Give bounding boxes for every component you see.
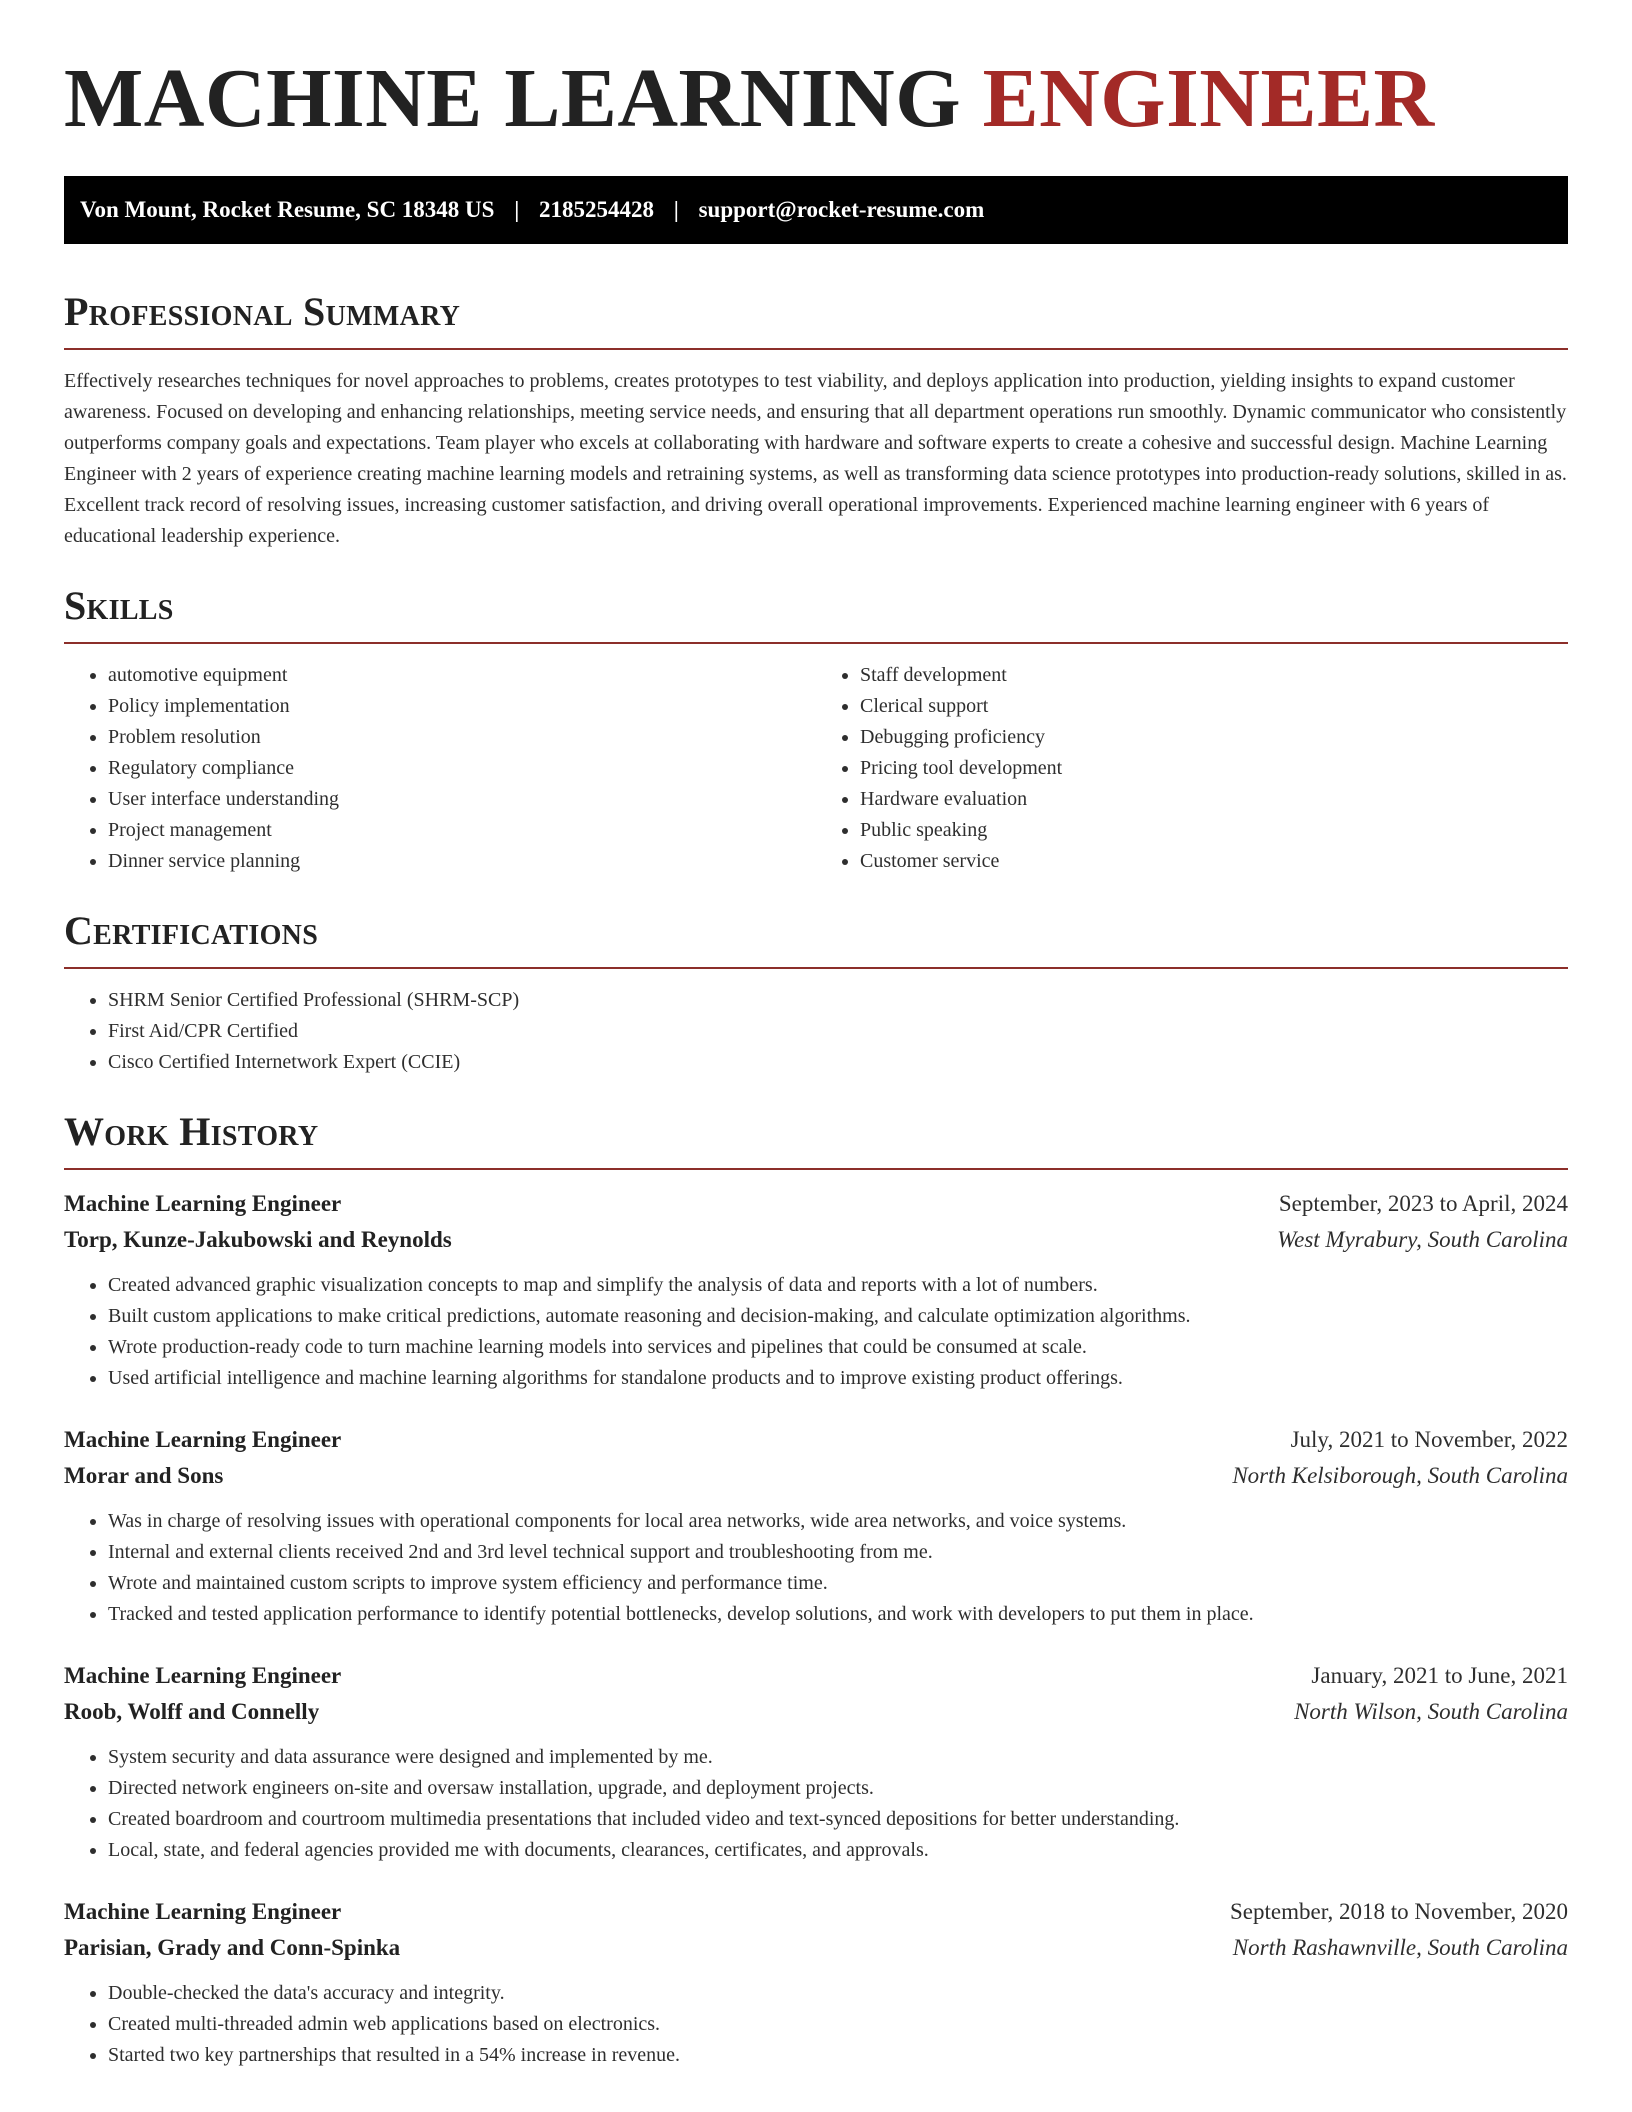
title-accent: ENGINEER: [982, 52, 1435, 145]
job-header-row: [64, 1186, 1568, 1222]
summary-heading: Professional Summary: [64, 289, 461, 334]
skill-item: • Policy implementation: [108, 691, 816, 722]
skill-item: • Problem resolution: [108, 722, 816, 753]
job-title: Machine Learning Engineer: [64, 1427, 342, 1452]
job-bullets: [64, 1742, 1568, 1866]
job-header-row: [64, 1658, 1568, 1694]
section-divider: [64, 348, 1568, 350]
skills-list-right: [816, 660, 1568, 877]
contact-phone: 2185254428: [539, 197, 655, 222]
job-location: North Rashawnville, South Carolina: [1232, 1935, 1568, 1960]
job-company: Roob, Wolff and Connelly: [64, 1699, 320, 1724]
certification-item: • SHRM Senior Certified Professional (SHRM-SCP): [108, 985, 1568, 1016]
job-company: Parisian, Grady and Conn-Spinka: [64, 1935, 401, 1960]
contact-address: Von Mount, Rocket Resume, SC 18348 US: [80, 197, 495, 222]
skills-heading: Skills: [64, 583, 174, 628]
job-bullet: • Local, state, and federal agencies provided me with documents, clearances, certificates, and approvals.: [108, 1835, 1568, 1866]
job-company-row: [64, 1930, 1568, 1966]
skill-item: • User interface understanding: [108, 784, 816, 815]
skill-item: • Customer service: [860, 846, 1568, 877]
work-history-section: [64, 1108, 1568, 2071]
job-bullet: • System security and data assurance were designed and implemented by me.: [108, 1742, 1568, 1773]
job-title: Machine Learning Engineer: [64, 1899, 342, 1924]
job-bullets: [64, 1978, 1568, 2071]
job-location: North Kelsiborough, South Carolina: [1232, 1463, 1568, 1488]
contact-bar: [64, 176, 1568, 244]
job-bullet: • Built custom applications to make critical predictions, automate reasoning and decision-making, and calculate optimization algorithms.: [108, 1301, 1568, 1332]
job-location: North Wilson, South Carolina: [1294, 1699, 1568, 1724]
skills-section: [64, 582, 1568, 877]
title-main: MACHINE LEARNING: [64, 52, 962, 145]
skill-item: • Clerical support: [860, 691, 1568, 722]
job-company-row: [64, 1458, 1568, 1494]
job-dates: September, 2018 to November, 2020: [1230, 1899, 1568, 1924]
contact-email: support@rocket-resume.com: [698, 197, 985, 222]
skill-item: • Hardware evaluation: [860, 784, 1568, 815]
summary-text: Effectively researches techniques for novel approaches to problems, creates prototypes to test viability, and deploys application into production, yielding insights to expand customer awareness. Focused on developing and enhancing relationships, meeting service needs, and ensuring that all department operations run smoothly. Dynamic communicator who consistently outperforms company goals and expectations. Team player who excels at collaborating with hardware and software experts to create a cohesive and successful design. Machine Learning Engineer with 2 years of experience creating machine learning models and retraining systems, as well as transforming data science prototypes into production-ready solutions, skilled in as. Excellent track record of resolving issues, increasing customer satisfaction, and driving overall operational improvements. Experienced machine learning engineer with 6 years of educational leadership experience.: [64, 370, 1567, 547]
job-company-row: [64, 1222, 1568, 1258]
job-company: Torp, Kunze-Jakubowski and Reynolds: [64, 1227, 452, 1252]
skills-grid: [64, 660, 1568, 877]
job-bullet: • Wrote production-ready code to turn machine learning models into services and pipelines that could be consumed at scale.: [108, 1332, 1568, 1363]
job-dates: January, 2021 to June, 2021: [1311, 1663, 1568, 1688]
skill-item: • Public speaking: [860, 815, 1568, 846]
skill-item: • Dinner service planning: [108, 846, 816, 877]
section-divider: [64, 642, 1568, 644]
section-divider: [64, 1168, 1568, 1170]
job-company: Morar and Sons: [64, 1463, 224, 1488]
section-divider: [64, 967, 1568, 969]
job-title: Machine Learning Engineer: [64, 1663, 342, 1688]
job-entry: [64, 1894, 1568, 2071]
skill-item: • automotive equipment: [108, 660, 816, 691]
contact-separator: |: [514, 197, 520, 222]
job-bullet: • Double-checked the data's accuracy and integrity.: [108, 1978, 1568, 2009]
job-bullet: • Created boardroom and courtroom multimedia presentations that included video and text-synced depositions for better understanding.: [108, 1804, 1568, 1835]
job-entry: [64, 1186, 1568, 1394]
job-bullet: • Directed network engineers on-site and oversaw installation, upgrade, and deployment projects.: [108, 1773, 1568, 1804]
skill-item: • Debugging proficiency: [860, 722, 1568, 753]
job-bullets: [64, 1270, 1568, 1394]
job-bullet: • Started two key partnerships that resulted in a 54% increase in revenue.: [108, 2040, 1568, 2071]
skill-item: • Staff development: [860, 660, 1568, 691]
certifications-list: [64, 985, 1568, 1078]
certification-item: • Cisco Certified Internetwork Expert (CCIE): [108, 1047, 1568, 1078]
job-bullet: • Wrote and maintained custom scripts to improve system efficiency and performance time.: [108, 1568, 1568, 1599]
job-entry: [64, 1422, 1568, 1630]
contact-separator: |: [673, 197, 679, 222]
certification-item: • First Aid/CPR Certified: [108, 1016, 1568, 1047]
job-bullet: • Created multi-threaded admin web applications based on electronics.: [108, 2009, 1568, 2040]
job-bullet: • Used artificial intelligence and machine learning algorithms for standalone products and to improve existing product offerings.: [108, 1363, 1568, 1394]
resume-title: [64, 0, 1568, 145]
job-location: West Myrabury, South Carolina: [1277, 1227, 1568, 1252]
skill-item: • Project management: [108, 815, 816, 846]
job-company-row: [64, 1694, 1568, 1730]
job-bullet: • Tracked and tested application performance to identify potential bottlenecks, develop solutions, and work with developers to put them in place.: [108, 1599, 1568, 1630]
certifications-section: [64, 907, 1568, 1078]
job-bullet: • Created advanced graphic visualization concepts to map and simplify the analysis of data and reports with a lot of numbers.: [108, 1270, 1568, 1301]
work-history-heading: Work History: [64, 1109, 319, 1154]
job-bullets: [64, 1506, 1568, 1630]
job-header-row: [64, 1894, 1568, 1930]
skill-item: • Regulatory compliance: [108, 753, 816, 784]
job-header-row: [64, 1422, 1568, 1458]
job-bullet: • Was in charge of resolving issues with operational components for local area networks, wide area networks, and voice systems.: [108, 1506, 1568, 1537]
job-entry: [64, 1658, 1568, 1866]
job-bullet: • Internal and external clients received 2nd and 3rd level technical support and troubleshooting from me.: [108, 1537, 1568, 1568]
certifications-heading: Certifications: [64, 908, 319, 953]
job-title: Machine Learning Engineer: [64, 1191, 342, 1216]
skill-item: • Pricing tool development: [860, 753, 1568, 784]
job-dates: July, 2021 to November, 2022: [1290, 1427, 1568, 1452]
skills-list-left: [64, 660, 816, 877]
job-dates: September, 2023 to April, 2024: [1278, 1191, 1568, 1216]
summary-section: [64, 288, 1568, 552]
